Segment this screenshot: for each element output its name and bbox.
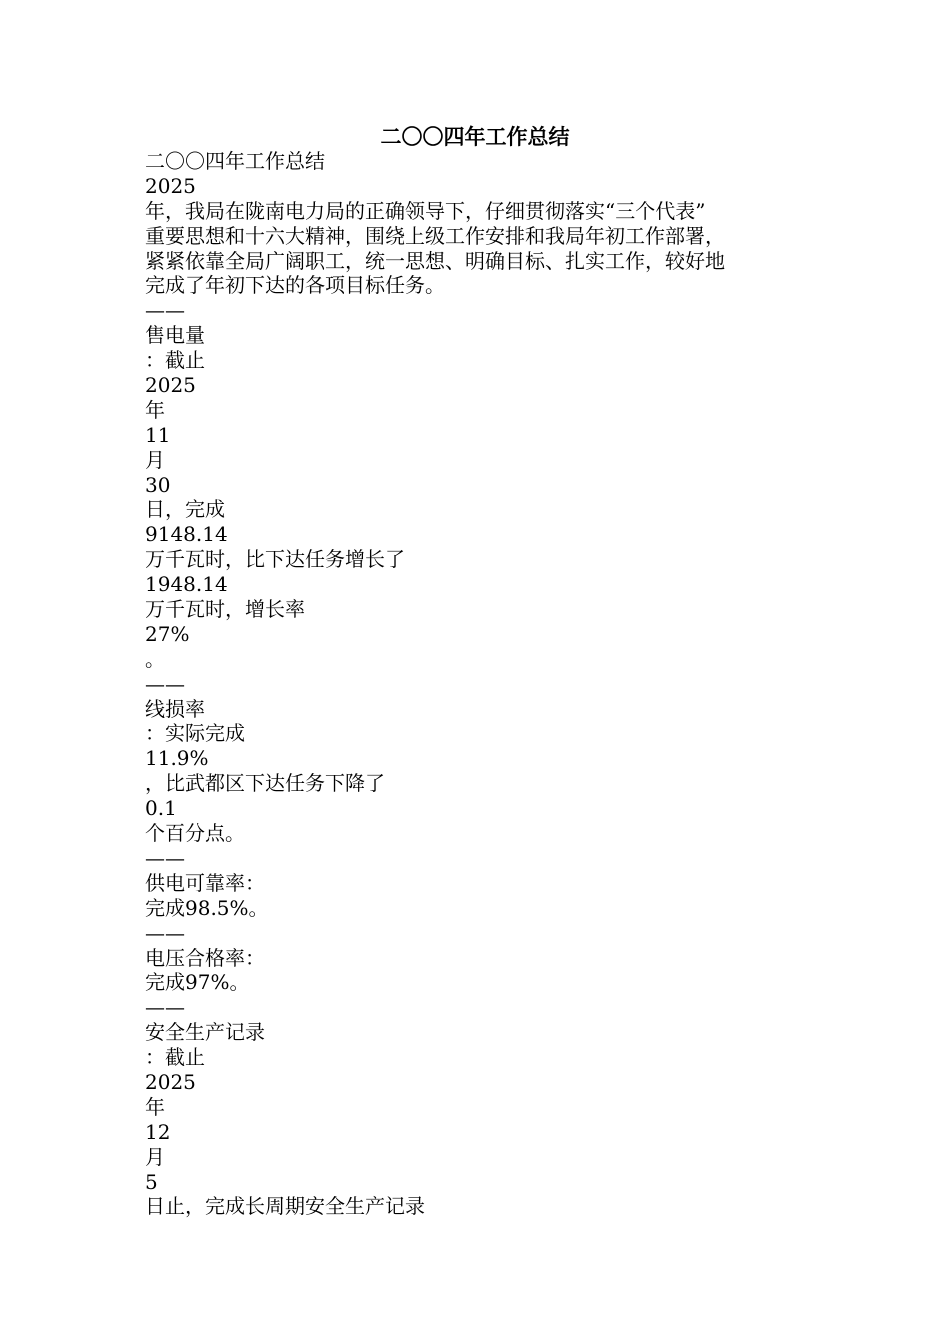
text-line: ——: [145, 845, 185, 870]
text-line: 万千瓦时，增长率: [145, 597, 305, 622]
text-line: 9148.14: [145, 522, 228, 547]
text-line: 12: [145, 1119, 171, 1144]
text-line: 供电可靠率：: [145, 870, 265, 895]
text-line: ：截止: [145, 348, 205, 373]
text-line: ——: [145, 995, 185, 1020]
text-line: 2025: [145, 1069, 196, 1094]
text-line: 年: [145, 397, 165, 422]
text-line: 售电量: [145, 323, 205, 348]
text-line: 。: [145, 646, 165, 671]
text-line: 2025: [145, 373, 196, 398]
text-line: 11: [145, 422, 171, 447]
text-line: 个百分点。: [145, 821, 245, 846]
text-line: ——: [145, 671, 185, 696]
text-line: 安全生产记录: [145, 1020, 265, 1045]
text-line: 27%: [145, 621, 190, 646]
text-line: 日止，完成长周期安全生产记录: [145, 1194, 425, 1219]
text-line: 二〇〇四年工作总结: [145, 149, 325, 173]
text-line: 30: [145, 472, 171, 497]
text-line: 月: [145, 1144, 165, 1169]
text-line: 重要思想和十六大精神，围绕上级工作安排和我局年初工作部署，: [145, 223, 725, 248]
text-line: ——: [145, 298, 185, 323]
text-line: 万千瓦时，比下达任务增长了: [145, 547, 405, 572]
text-line: ：实际完成: [145, 721, 245, 746]
document-title: 二〇〇四年工作总结: [380, 125, 570, 149]
text-line: 0.1: [145, 796, 177, 821]
text-line: 年，我局在陇南电力局的正确领导下，仔细贯彻落实“三个代表”: [145, 198, 706, 223]
text-line: 线损率: [145, 696, 205, 721]
text-line: 1948.14: [145, 572, 228, 597]
text-line: ——: [145, 920, 185, 945]
text-line: 日，完成: [145, 497, 225, 522]
text-line: 紧紧依靠全局广阔职工，统一思想、明确目标、扎实工作，较好地: [145, 248, 725, 273]
text-line: 年: [145, 1094, 165, 1119]
text-line: 完成了年初下达的各项目标任务。: [145, 273, 445, 298]
text-line: 11.9%: [145, 746, 209, 771]
text-line: 月: [145, 447, 165, 472]
text-line: 完成98.5%。: [145, 895, 269, 920]
document-body: [145, 149, 805, 1219]
text-line: 电压合格率：: [145, 945, 265, 970]
text-line: ，比武都区下达任务下降了: [145, 771, 385, 796]
text-line: 完成97%。: [145, 970, 250, 995]
text-line: ：截止: [145, 1045, 205, 1070]
text-line: 2025: [145, 173, 196, 198]
text-line: 5: [145, 1169, 158, 1194]
